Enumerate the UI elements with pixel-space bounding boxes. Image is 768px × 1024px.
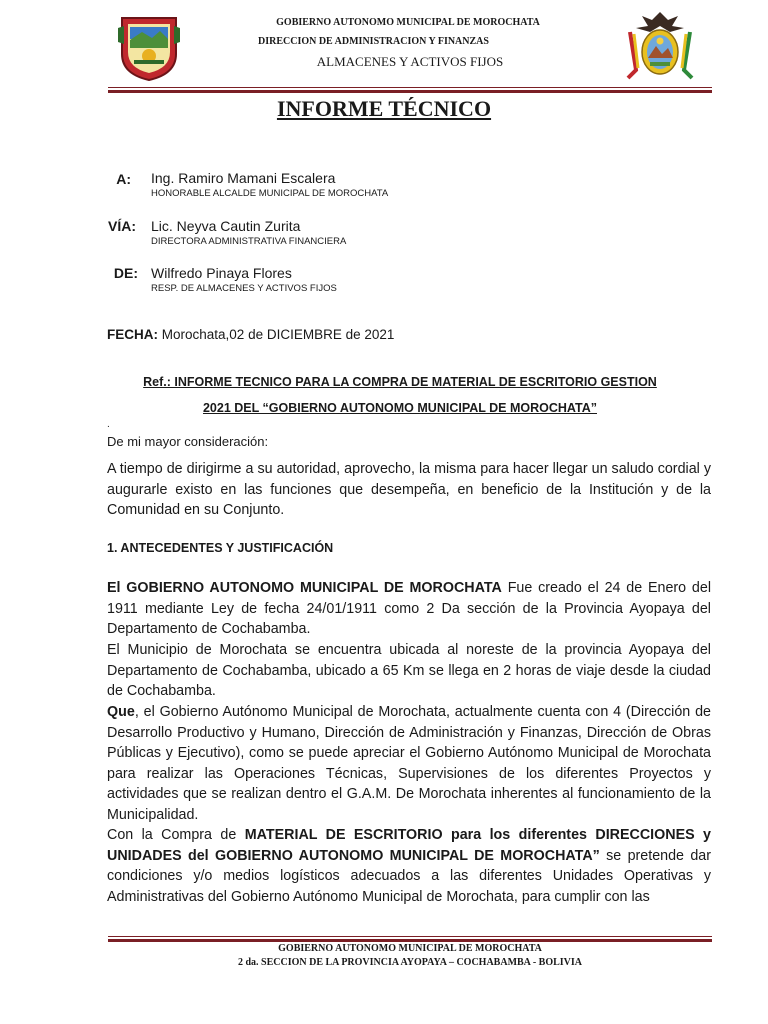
greeting: De mi mayor consideración:	[107, 434, 269, 449]
purchase-subject: MATERIAL DE ESCRITORIO para los diferentes DIRECCIONES y UNIDADES del GOBIERNO AUTONOMO MUNICIPAL DE MOROCHATA”	[107, 827, 712, 864]
paragraph-1-text: Fue creado el 24 de Enero del 1911 mediante Ley de fecha 24/01/1911 como 2 Da sección de la Provincia Ayopaya del Departamento de Cochabamba.	[107, 580, 711, 637]
recipient-de-role: RESP. DE ALMACENES Y ACTIVOS FIJOS	[151, 283, 337, 294]
footer-rule	[108, 936, 712, 937]
recipient-a-label: A:	[116, 171, 131, 187]
body-paragraph-3	[107, 702, 711, 825]
recipient-via-label: VÍA:	[108, 218, 136, 234]
reference-line-1: Ref.: INFORME TECNICO PARA LA COMPRA DE MATERIAL DE ESCRITORIO GESTION	[143, 375, 657, 389]
date-line	[107, 327, 394, 342]
recipient-a-role: HONORABLE ALCALDE MUNICIPAL DE MOROCHATA	[151, 188, 389, 199]
header-unit: ALMACENES Y ACTIVOS FIJOS	[316, 54, 504, 69]
paragraph-4-text: se pretende dar condiciones y/o medios logísticos adecuados a las diferentes Unidades Operativas y Administrativas del Gobierno Autónomo Municipal de Morochata, para cumplir con las	[107, 847, 711, 905]
recipient-de-label: DE:	[113, 265, 138, 281]
footer-rule-thick	[108, 939, 712, 942]
stray-dot: .	[107, 419, 110, 430]
date-value: Morochata,02 de DICIEMBRE de 2021	[161, 327, 395, 342]
header-rule	[108, 87, 712, 88]
recipient-a-name: Ing. Ramiro Mamani Escalera	[151, 170, 336, 186]
que-word: Que	[107, 704, 135, 720]
recipient-via-role: DIRECTORA ADMINISTRATIVA FINANCIERA	[151, 236, 347, 247]
body-paragraph-2: El Municipio de Morochata se encuentra ubicada al noreste de la provincia Ayopaya del Departamento de Cochabamba, ubicado a 65 Km se llega en 2 horas de viaje desde la ciudad de Cochabamba.	[107, 642, 711, 699]
header-direction: DIRECCION DE ADMINISTRACION Y FINANZAS	[258, 36, 489, 47]
paragraph-4-start: Con la Compra de	[107, 827, 245, 843]
header-rule-thick	[108, 90, 712, 93]
recipient-via-name: Lic. Neyva Cautin Zurita	[151, 218, 301, 234]
document-title: INFORME TÉCNICO	[276, 96, 492, 121]
date-label: FECHA:	[107, 327, 158, 342]
paragraph-3-text: , el Gobierno Autónomo Municipal de Morochata, actualmente cuenta con 4 (Dirección de Desarrollo Productivo y Humano, Dirección de Administración y Finanzas, Dirección de Obras Públicas y Ejecutivo), como se puede apreciar el Gobierno Autónomo Municipal de Morochata para realizar las Operaciones Técnicas, Supervisiones de los diferentes Proyectos y actividades que se realizan dentro el G.A.M. De Morochata inherentes al funcionamiento de la Municipalidad.	[107, 704, 711, 823]
intro-paragraph: A tiempo de dirigirme a su autoridad, aprovecho, la misma para hacer llegar un saludo cordial y augurarle existo en las funciones que desempeña, en beneficio de la Institución y de la Comunidad en su Conjunto.	[107, 461, 711, 518]
section-heading: 1. ANTECEDENTES Y JUSTIFICACIÓN	[107, 541, 334, 555]
footer-institution: GOBIERNO AUTONOMO MUNICIPAL DE MOROCHATA	[278, 943, 542, 954]
body-paragraph-1	[107, 578, 711, 640]
reference-line-2: 2021 DEL “GOBIERNO AUTONOMO MUNICIPAL DE MOROCHATA”	[202, 401, 597, 415]
institution-name: El GOBIERNO AUTONOMO MUNICIPAL DE MOROCHATA	[107, 580, 502, 596]
recipient-de-name: Wilfredo Pinaya Flores	[151, 265, 292, 281]
body-paragraph-4	[107, 825, 711, 907]
header-institution: GOBIERNO AUTONOMO MUNICIPAL DE MOROCHATA	[276, 17, 540, 28]
footer-location: 2 da. SECCION DE LA PROVINCIA AYOPAYA – COCHABAMBA - BOLIVIA	[237, 957, 583, 968]
